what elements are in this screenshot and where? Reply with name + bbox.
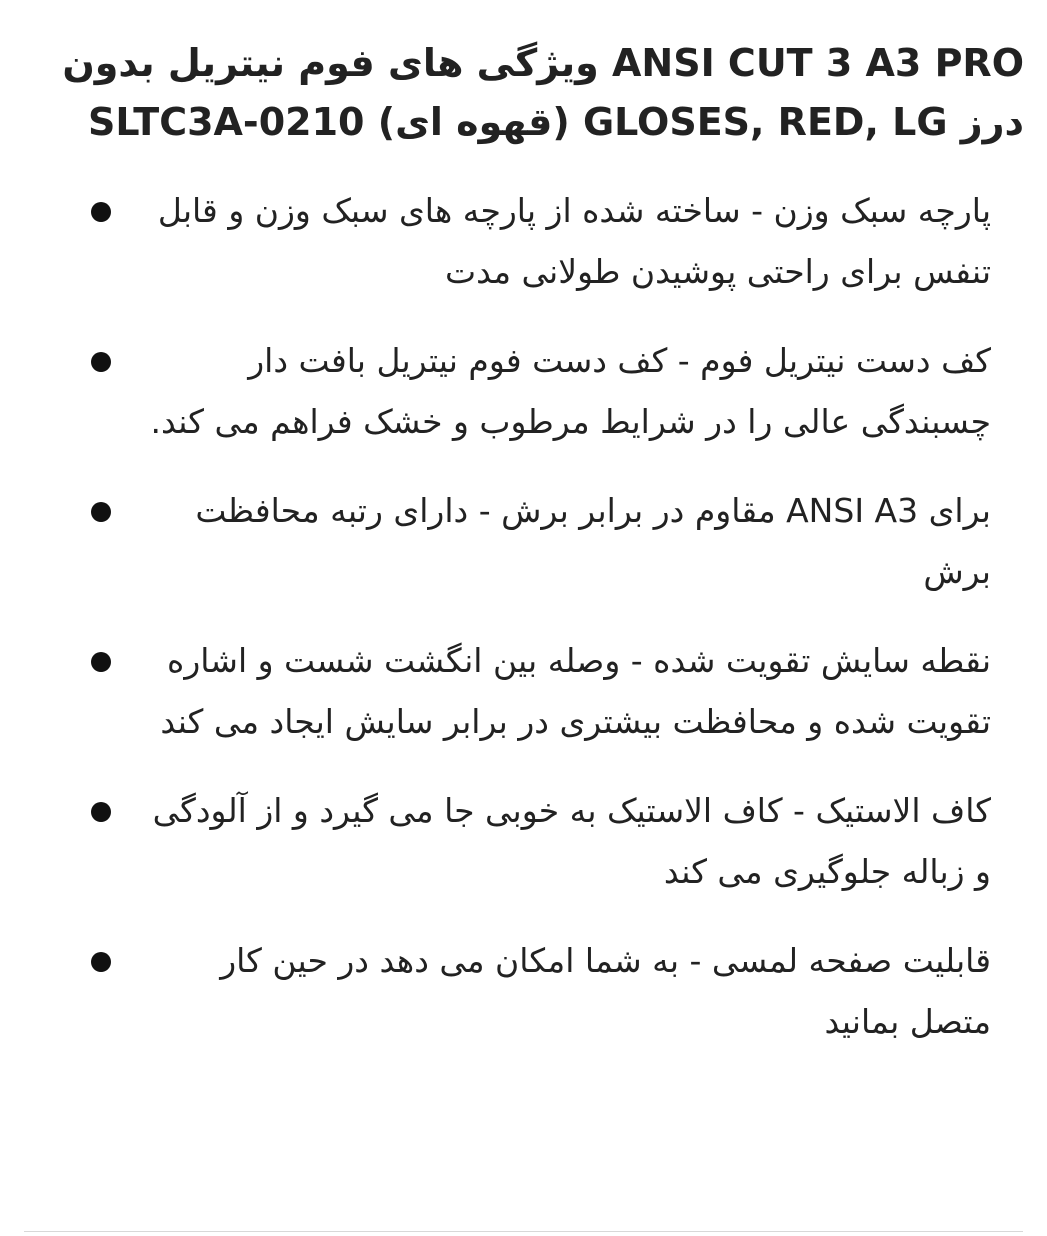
list-item bbox=[0, 930, 1047, 1052]
bullet-icon bbox=[91, 802, 111, 822]
feature-text: کف دست نیتریل فوم - کف دست فوم نیتریل بافت دار چسبندگی عالی را در شرایط مرطوب و خشک فراهم می کند. bbox=[150, 341, 991, 441]
feature-text: قابلیت صفحه لمسی - به شما امکان می دهد در حین کار متصل بمانید bbox=[220, 941, 991, 1041]
list-item bbox=[0, 480, 1047, 602]
feature-text: نقطه سایش تقویت شده - وصله بین انگشت شست و اشاره تقویت شده و محافظت بیشتری در برابر سایش ایجاد می کند bbox=[160, 641, 991, 741]
feature-list bbox=[0, 180, 1047, 1080]
feature-text: کاف الاستیک - کاف الاستیک به خوبی جا می گیرد و از آلودگی و زباله جلوگیری می کند bbox=[152, 791, 991, 891]
list-item bbox=[0, 330, 1047, 452]
list-item bbox=[0, 780, 1047, 902]
list-item bbox=[0, 630, 1047, 752]
bullet-icon bbox=[91, 202, 111, 222]
feature-text: پارچه سبک وزن - ساخته شده از پارچه های سبک وزن و قابل تنفس برای راحتی پوشیدن طولانی مدت bbox=[157, 191, 991, 291]
feature-text: برای ANSI A3 مقاوم در برابر برش - دارای رتبه محافظت برش bbox=[195, 491, 991, 591]
bullet-icon bbox=[91, 652, 111, 672]
bullet-icon bbox=[91, 952, 111, 972]
product-title: ANSI CUT 3 A3 PRO ویژگی های فوم نیتریل بدون درز GLOSES, RED, LG (قهوه ای) SLTC3A-0210 bbox=[62, 41, 1024, 144]
bullet-icon bbox=[91, 352, 111, 372]
bottom-divider bbox=[24, 1231, 1023, 1232]
list-item bbox=[0, 180, 1047, 302]
bullet-icon bbox=[91, 502, 111, 522]
